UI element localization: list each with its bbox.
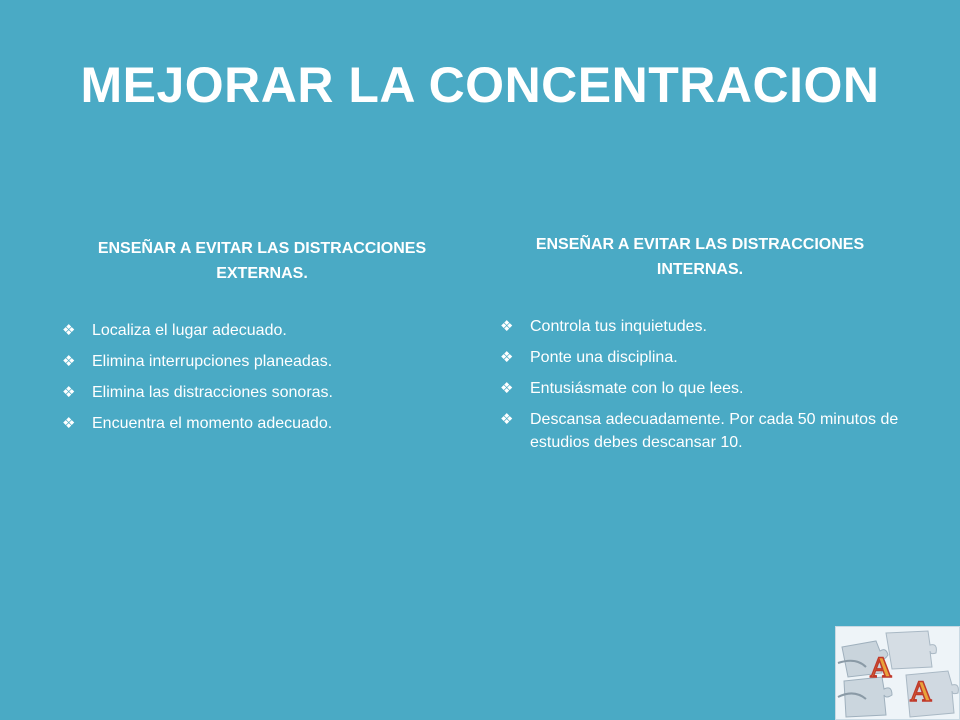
- list-item: [500, 346, 900, 369]
- diamond-bullet-icon: ❖: [62, 415, 76, 432]
- list-item-text: Ponte una disciplina.: [530, 349, 678, 366]
- list-item: [62, 350, 462, 373]
- puzzle-logo-graphic: [836, 627, 960, 720]
- diamond-bullet-icon: ❖: [62, 322, 76, 339]
- left-heading-line1: ENSEÑAR A EVITAR LAS DISTRACCIONES: [97, 240, 427, 257]
- diamond-bullet-icon: ❖: [500, 349, 514, 366]
- list-item: [62, 381, 462, 404]
- diamond-bullet-icon: ❖: [500, 318, 514, 335]
- diamond-bullet-icon: ❖: [500, 380, 514, 397]
- logo-letter-a-2: A: [910, 675, 932, 708]
- list-item-text: Localiza el lugar adecuado.: [92, 322, 287, 339]
- right-column-heading: [500, 232, 900, 282]
- right-heading-line1: ENSEÑAR A EVITAR LAS DISTRACCIONES: [535, 236, 865, 253]
- list-item-text: Elimina interrupciones planeadas.: [92, 353, 333, 370]
- list-item-text: Elimina las distracciones sonoras.: [92, 384, 333, 401]
- logo-letter-a-1: A: [870, 651, 892, 684]
- list-item: [500, 315, 900, 338]
- list-item: [62, 412, 462, 435]
- right-bullet-list: [500, 315, 900, 454]
- list-item-text: Controla tus inquietudes.: [530, 318, 707, 335]
- left-column-heading: [62, 236, 462, 286]
- right-column: [500, 232, 900, 462]
- diamond-bullet-icon: ❖: [62, 353, 76, 370]
- diamond-bullet-icon: ❖: [500, 411, 514, 428]
- diamond-bullet-icon: ❖: [62, 384, 76, 401]
- list-item: [500, 377, 900, 400]
- puzzle-logo-icon: [835, 626, 960, 720]
- list-item-text: Descansa adecuadamente. Por cada 50 minutos de estudios debes descansar 10.: [530, 411, 899, 451]
- left-bullet-list: [62, 319, 462, 435]
- list-item: [62, 319, 462, 342]
- list-item: [500, 408, 900, 454]
- slide-title: MEJORAR LA CONCENTRACION: [80, 57, 880, 113]
- right-heading-line2: INTERNAS.: [656, 261, 744, 278]
- list-item-text: Entusiásmate con lo que lees.: [530, 380, 744, 397]
- list-item-text: Encuentra el momento adecuado.: [92, 415, 333, 432]
- left-heading-line2: EXTERNAS.: [216, 265, 308, 282]
- left-column: [62, 236, 462, 443]
